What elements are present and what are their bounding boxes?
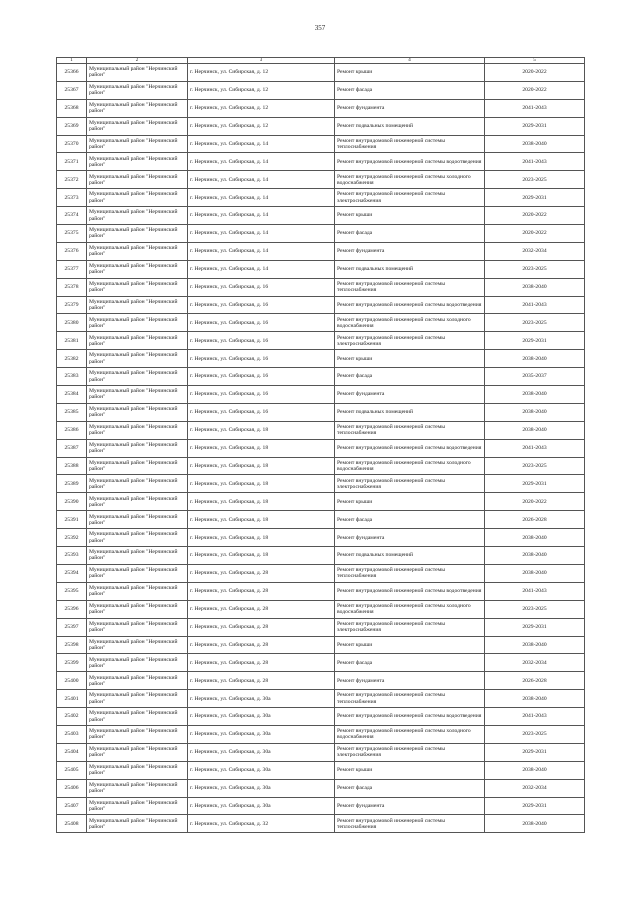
period-cell: 2023-2025: [485, 171, 585, 189]
work-type-cell: Ремонт крыши: [335, 761, 485, 779]
row-number-cell: 25386: [57, 421, 87, 439]
municipality-cell: Муниципальный район "Нерчинский район": [87, 403, 188, 421]
municipality-cell: Муниципальный район "Нерчинский район": [87, 171, 188, 189]
table-row: [57, 743, 585, 761]
table-row: [57, 81, 585, 99]
row-number-cell: 25381: [57, 332, 87, 350]
address-cell: г. Нерчинск, ул. Сибирская, д. 18: [188, 529, 335, 547]
table-row: [57, 296, 585, 314]
period-cell: 2020-2022: [485, 207, 585, 225]
work-type-cell: Ремонт внутридомовой инженерной системы электроснабжения: [335, 332, 485, 350]
row-number-cell: 25369: [57, 117, 87, 135]
period-cell: 2029-2031: [485, 117, 585, 135]
municipality-cell: Муниципальный район "Нерчинский район": [87, 153, 188, 171]
row-number-cell: 25377: [57, 260, 87, 278]
work-type-cell: Ремонт фасада: [335, 368, 485, 386]
period-cell: 2038-2040: [485, 761, 585, 779]
table-row: [57, 493, 585, 511]
row-number-cell: 25398: [57, 636, 87, 654]
row-number-cell: 25366: [57, 64, 87, 82]
period-cell: 2038-2040: [485, 815, 585, 833]
row-number-cell: 25370: [57, 135, 87, 153]
period-cell: 2029-2031: [485, 475, 585, 493]
period-cell: 2029-2031: [485, 797, 585, 815]
address-cell: г. Нерчинск, ул. Сибирская, д. 16: [188, 278, 335, 296]
address-cell: г. Нерчинск, ул. Сибирская, д. 14: [188, 242, 335, 260]
row-number-cell: 25372: [57, 171, 87, 189]
work-type-cell: Ремонт фундамента: [335, 99, 485, 117]
work-type-cell: Ремонт крыши: [335, 207, 485, 225]
row-number-cell: 25382: [57, 350, 87, 368]
address-cell: г. Нерчинск, ул. Сибирская, д. 16: [188, 296, 335, 314]
row-number-cell: 25384: [57, 386, 87, 404]
period-cell: 2032-2034: [485, 654, 585, 672]
municipality-cell: Муниципальный район "Нерчинский район": [87, 618, 188, 636]
work-type-cell: Ремонт внутридомовой инженерной системы холодного водоснабжения: [335, 600, 485, 618]
address-cell: г. Нерчинск, ул. Сибирская, д. 12: [188, 64, 335, 82]
table-row: [57, 636, 585, 654]
table-row: [57, 350, 585, 368]
row-number-cell: 25403: [57, 725, 87, 743]
municipality-cell: Муниципальный район "Нерчинский район": [87, 439, 188, 457]
work-type-cell: Ремонт крыши: [335, 636, 485, 654]
work-type-cell: Ремонт внутридомовой инженерной системы теплоснабжения: [335, 278, 485, 296]
period-cell: 2038-2040: [485, 135, 585, 153]
table-row: [57, 260, 585, 278]
column-header: 4: [335, 58, 485, 64]
row-number-cell: 25368: [57, 99, 87, 117]
column-header: 2: [87, 58, 188, 64]
table-row: [57, 797, 585, 815]
municipality-cell: Муниципальный район "Нерчинский район": [87, 690, 188, 708]
row-number-cell: 25379: [57, 296, 87, 314]
period-cell: 2041-2043: [485, 153, 585, 171]
table-row: [57, 421, 585, 439]
period-cell: 2023-2025: [485, 600, 585, 618]
table-row: [57, 171, 585, 189]
address-cell: г. Нерчинск, ул. Сибирская, д. 28: [188, 636, 335, 654]
column-header: 5: [485, 58, 585, 64]
row-number-cell: 25404: [57, 743, 87, 761]
municipality-cell: Муниципальный район "Нерчинский район": [87, 654, 188, 672]
table-row: [57, 278, 585, 296]
address-cell: г. Нерчинск, ул. Сибирская, д. 18: [188, 439, 335, 457]
address-cell: г. Нерчинск, ул. Сибирская, д. 18: [188, 475, 335, 493]
table-row: [57, 439, 585, 457]
work-type-cell: Ремонт внутридомовой инженерной системы электроснабжения: [335, 475, 485, 493]
period-cell: 2041-2043: [485, 99, 585, 117]
table-row: [57, 332, 585, 350]
period-cell: 2032-2034: [485, 779, 585, 797]
table-row: [57, 189, 585, 207]
table-row: [57, 672, 585, 690]
municipality-cell: Муниципальный район "Нерчинский район": [87, 457, 188, 475]
table-row: [57, 618, 585, 636]
municipality-cell: Муниципальный район "Нерчинский район": [87, 189, 188, 207]
work-type-cell: Ремонт внутридомовой инженерной системы холодного водоснабжения: [335, 725, 485, 743]
table-row: [57, 207, 585, 225]
address-cell: г. Нерчинск, ул. Сибирская, д. 30а: [188, 761, 335, 779]
period-cell: 2020-2022: [485, 64, 585, 82]
table-row: [57, 654, 585, 672]
municipality-cell: Муниципальный район "Нерчинский район": [87, 743, 188, 761]
municipality-cell: Муниципальный район "Нерчинский район": [87, 493, 188, 511]
address-cell: г. Нерчинск, ул. Сибирская, д. 16: [188, 350, 335, 368]
address-cell: г. Нерчинск, ул. Сибирская, д. 14: [188, 207, 335, 225]
row-number-cell: 25387: [57, 439, 87, 457]
table-row: [57, 725, 585, 743]
table-row: [57, 475, 585, 493]
table-row: [57, 582, 585, 600]
address-cell: г. Нерчинск, ул. Сибирская, д. 28: [188, 564, 335, 582]
work-type-cell: Ремонт фасада: [335, 511, 485, 529]
address-cell: г. Нерчинск, ул. Сибирская, д. 16: [188, 403, 335, 421]
row-number-cell: 25392: [57, 529, 87, 547]
address-cell: г. Нерчинск, ул. Сибирская, д. 16: [188, 368, 335, 386]
municipality-cell: Муниципальный район "Нерчинский район": [87, 475, 188, 493]
row-number-cell: 25380: [57, 314, 87, 332]
table-row: [57, 242, 585, 260]
municipality-cell: Муниципальный район "Нерчинский район": [87, 225, 188, 243]
table-row: [57, 511, 585, 529]
period-cell: 2038-2040: [485, 636, 585, 654]
work-type-cell: Ремонт фасада: [335, 654, 485, 672]
period-cell: 2038-2040: [485, 547, 585, 565]
address-cell: г. Нерчинск, ул. Сибирская, д. 28: [188, 618, 335, 636]
row-number-cell: 25406: [57, 779, 87, 797]
row-number-cell: 25375: [57, 225, 87, 243]
period-cell: 2026-2028: [485, 672, 585, 690]
municipality-cell: Муниципальный район "Нерчинский район": [87, 725, 188, 743]
page-number: 357: [314, 24, 326, 32]
period-cell: 2041-2043: [485, 582, 585, 600]
address-cell: г. Нерчинск, ул. Сибирская, д. 28: [188, 600, 335, 618]
row-number-cell: 25391: [57, 511, 87, 529]
row-number-cell: 25388: [57, 457, 87, 475]
work-type-cell: Ремонт внутридомовой инженерной системы теплоснабжения: [335, 135, 485, 153]
table-row: [57, 564, 585, 582]
work-type-cell: Ремонт внутридомовой инженерной системы холодного водоснабжения: [335, 314, 485, 332]
municipality-cell: Муниципальный район "Нерчинский район": [87, 815, 188, 833]
table-row: [57, 457, 585, 475]
table-body: [57, 64, 585, 833]
work-type-cell: Ремонт фундамента: [335, 672, 485, 690]
municipality-cell: Муниципальный район "Нерчинский район": [87, 81, 188, 99]
address-cell: г. Нерчинск, ул. Сибирская, д. 14: [188, 189, 335, 207]
municipality-cell: Муниципальный район "Нерчинский район": [87, 368, 188, 386]
address-cell: г. Нерчинск, ул. Сибирская, д. 30а: [188, 779, 335, 797]
work-type-cell: Ремонт фундамента: [335, 386, 485, 404]
work-type-cell: Ремонт внутридомовой инженерной системы водоотведения: [335, 582, 485, 600]
row-number-cell: 25376: [57, 242, 87, 260]
address-cell: г. Нерчинск, ул. Сибирская, д. 32: [188, 815, 335, 833]
table-row: [57, 368, 585, 386]
period-cell: 2023-2025: [485, 457, 585, 475]
column-header: 1: [57, 58, 87, 64]
work-type-cell: Ремонт фасада: [335, 81, 485, 99]
period-cell: 2029-2031: [485, 332, 585, 350]
municipality-cell: Муниципальный район "Нерчинский район": [87, 797, 188, 815]
municipality-cell: Муниципальный район "Нерчинский район": [87, 511, 188, 529]
address-cell: г. Нерчинск, ул. Сибирская, д. 28: [188, 654, 335, 672]
municipality-cell: Муниципальный район "Нерчинский район": [87, 672, 188, 690]
municipality-cell: Муниципальный район "Нерчинский район": [87, 332, 188, 350]
period-cell: 2029-2031: [485, 618, 585, 636]
municipality-cell: Муниципальный район "Нерчинский район": [87, 564, 188, 582]
work-type-cell: Ремонт внутридомовой инженерной системы водоотведения: [335, 296, 485, 314]
period-cell: 2020-2022: [485, 81, 585, 99]
row-number-cell: 25397: [57, 618, 87, 636]
period-cell: 2026-2028: [485, 511, 585, 529]
work-type-cell: Ремонт внутридомовой инженерной системы электроснабжения: [335, 618, 485, 636]
period-cell: 2032-2034: [485, 242, 585, 260]
municipality-cell: Муниципальный район "Нерчинский район": [87, 117, 188, 135]
table-row: [57, 153, 585, 171]
table-row: [57, 815, 585, 833]
row-number-cell: 25374: [57, 207, 87, 225]
period-cell: 2038-2040: [485, 421, 585, 439]
table-row: [57, 690, 585, 708]
work-type-cell: Ремонт подвальных помещений: [335, 117, 485, 135]
row-number-cell: 25394: [57, 564, 87, 582]
period-cell: 2041-2043: [485, 439, 585, 457]
municipality-cell: Муниципальный район "Нерчинский район": [87, 207, 188, 225]
period-cell: 2035-2037: [485, 368, 585, 386]
municipality-cell: Муниципальный район "Нерчинский район": [87, 260, 188, 278]
period-cell: 2038-2040: [485, 278, 585, 296]
work-type-cell: Ремонт внутридомовой инженерной системы электроснабжения: [335, 189, 485, 207]
work-type-cell: Ремонт крыши: [335, 64, 485, 82]
address-cell: г. Нерчинск, ул. Сибирская, д. 30а: [188, 708, 335, 726]
municipality-cell: Муниципальный район "Нерчинский район": [87, 761, 188, 779]
work-type-cell: Ремонт подвальных помещений: [335, 547, 485, 565]
row-number-cell: 25407: [57, 797, 87, 815]
municipality-cell: Муниципальный район "Нерчинский район": [87, 386, 188, 404]
address-cell: г. Нерчинск, ул. Сибирская, д. 14: [188, 225, 335, 243]
row-number-cell: 25389: [57, 475, 87, 493]
municipality-cell: Муниципальный район "Нерчинский район": [87, 421, 188, 439]
address-cell: г. Нерчинск, ул. Сибирская, д. 30а: [188, 690, 335, 708]
address-cell: г. Нерчинск, ул. Сибирская, д. 28: [188, 672, 335, 690]
work-type-cell: Ремонт крыши: [335, 350, 485, 368]
address-cell: г. Нерчинск, ул. Сибирская, д. 12: [188, 81, 335, 99]
period-cell: 2041-2043: [485, 708, 585, 726]
work-type-cell: Ремонт внутридомовой инженерной системы водоотведения: [335, 153, 485, 171]
work-type-cell: Ремонт подвальных помещений: [335, 403, 485, 421]
municipality-cell: Муниципальный район "Нерчинский район": [87, 135, 188, 153]
row-number-cell: 25401: [57, 690, 87, 708]
column-header: 3: [188, 58, 335, 64]
municipality-cell: Муниципальный район "Нерчинский район": [87, 600, 188, 618]
municipality-cell: Муниципальный район "Нерчинский район": [87, 350, 188, 368]
address-cell: г. Нерчинск, ул. Сибирская, д. 18: [188, 493, 335, 511]
table-row: [57, 225, 585, 243]
address-cell: г. Нерчинск, ул. Сибирская, д. 30а: [188, 797, 335, 815]
work-type-cell: Ремонт внутридомовой инженерной системы водоотведения: [335, 439, 485, 457]
row-number-cell: 25367: [57, 81, 87, 99]
table-row: [57, 529, 585, 547]
table-row: [57, 99, 585, 117]
work-type-cell: Ремонт фасада: [335, 225, 485, 243]
work-type-cell: Ремонт внутридомовой инженерной системы теплоснабжения: [335, 815, 485, 833]
work-type-cell: Ремонт внутридомовой инженерной системы теплоснабжения: [335, 421, 485, 439]
work-type-cell: Ремонт внутридомовой инженерной системы теплоснабжения: [335, 564, 485, 582]
work-type-cell: Ремонт внутридомовой инженерной системы холодного водоснабжения: [335, 457, 485, 475]
municipality-cell: Муниципальный район "Нерчинский район": [87, 278, 188, 296]
table-row: [57, 117, 585, 135]
municipality-cell: Муниципальный район "Нерчинский район": [87, 314, 188, 332]
address-cell: г. Нерчинск, ул. Сибирская, д. 14: [188, 260, 335, 278]
table-row: [57, 547, 585, 565]
period-cell: 2041-2043: [485, 296, 585, 314]
work-type-cell: Ремонт фундамента: [335, 797, 485, 815]
address-cell: г. Нерчинск, ул. Сибирская, д. 14: [188, 171, 335, 189]
address-cell: г. Нерчинск, ул. Сибирская, д. 28: [188, 582, 335, 600]
period-cell: 2023-2025: [485, 314, 585, 332]
address-cell: г. Нерчинск, ул. Сибирская, д. 18: [188, 457, 335, 475]
row-number-cell: 25405: [57, 761, 87, 779]
work-type-cell: Ремонт фундамента: [335, 529, 485, 547]
address-cell: г. Нерчинск, ул. Сибирская, д. 30а: [188, 725, 335, 743]
work-type-cell: Ремонт внутридомовой инженерной системы водоотведения: [335, 708, 485, 726]
table-row: [57, 600, 585, 618]
table-row: [57, 135, 585, 153]
table-row: [57, 386, 585, 404]
work-type-cell: Ремонт фундамента: [335, 242, 485, 260]
repair-schedule-table: [56, 57, 585, 833]
period-cell: 2038-2040: [485, 690, 585, 708]
period-cell: 2038-2040: [485, 403, 585, 421]
work-type-cell: Ремонт крыши: [335, 493, 485, 511]
row-number-cell: 25383: [57, 368, 87, 386]
municipality-cell: Муниципальный район "Нерчинский район": [87, 582, 188, 600]
period-cell: 2023-2025: [485, 725, 585, 743]
row-number-cell: 25396: [57, 600, 87, 618]
municipality-cell: Муниципальный район "Нерчинский район": [87, 99, 188, 117]
address-cell: г. Нерчинск, ул. Сибирская, д. 16: [188, 386, 335, 404]
row-number-cell: 25385: [57, 403, 87, 421]
row-number-cell: 25371: [57, 153, 87, 171]
table-row: [57, 761, 585, 779]
period-cell: 2038-2040: [485, 386, 585, 404]
row-number-cell: 25390: [57, 493, 87, 511]
municipality-cell: Муниципальный район "Нерчинский район": [87, 296, 188, 314]
period-cell: 2023-2025: [485, 260, 585, 278]
municipality-cell: Муниципальный район "Нерчинский район": [87, 64, 188, 82]
table-row: [57, 779, 585, 797]
address-cell: г. Нерчинск, ул. Сибирская, д. 16: [188, 332, 335, 350]
work-type-cell: Ремонт внутридомовой инженерной системы теплоснабжения: [335, 690, 485, 708]
row-number-cell: 25393: [57, 547, 87, 565]
work-type-cell: Ремонт внутридомовой инженерной системы электроснабжения: [335, 743, 485, 761]
address-cell: г. Нерчинск, ул. Сибирская, д. 14: [188, 153, 335, 171]
municipality-cell: Муниципальный район "Нерчинский район": [87, 636, 188, 654]
row-number-cell: 25402: [57, 708, 87, 726]
address-cell: г. Нерчинск, ул. Сибирская, д. 14: [188, 135, 335, 153]
address-cell: г. Нерчинск, ул. Сибирская, д. 12: [188, 117, 335, 135]
municipality-cell: Муниципальный район "Нерчинский район": [87, 242, 188, 260]
table-row: [57, 403, 585, 421]
municipality-cell: Муниципальный район "Нерчинский район": [87, 708, 188, 726]
table-row: [57, 708, 585, 726]
row-number-cell: 25373: [57, 189, 87, 207]
work-type-cell: Ремонт внутридомовой инженерной системы холодного водоснабжения: [335, 171, 485, 189]
period-cell: 2038-2040: [485, 564, 585, 582]
address-cell: г. Нерчинск, ул. Сибирская, д. 16: [188, 314, 335, 332]
period-cell: 2029-2031: [485, 743, 585, 761]
row-number-cell: 25378: [57, 278, 87, 296]
address-cell: г. Нерчинск, ул. Сибирская, д. 12: [188, 99, 335, 117]
work-type-cell: Ремонт фасада: [335, 779, 485, 797]
address-cell: г. Нерчинск, ул. Сибирская, д. 30а: [188, 743, 335, 761]
address-cell: г. Нерчинск, ул. Сибирская, д. 18: [188, 421, 335, 439]
municipality-cell: Муниципальный район "Нерчинский район": [87, 529, 188, 547]
municipality-cell: Муниципальный район "Нерчинский район": [87, 779, 188, 797]
table-row: [57, 314, 585, 332]
row-number-cell: 25400: [57, 672, 87, 690]
table-row: [57, 64, 585, 82]
period-cell: 2038-2040: [485, 350, 585, 368]
municipality-cell: Муниципальный район "Нерчинский район": [87, 547, 188, 565]
row-number-cell: 25399: [57, 654, 87, 672]
period-cell: 2020-2022: [485, 493, 585, 511]
period-cell: 2038-2040: [485, 529, 585, 547]
period-cell: 2020-2022: [485, 225, 585, 243]
address-cell: г. Нерчинск, ул. Сибирская, д. 18: [188, 511, 335, 529]
row-number-cell: 25408: [57, 815, 87, 833]
work-type-cell: Ремонт подвальных помещений: [335, 260, 485, 278]
address-cell: г. Нерчинск, ул. Сибирская, д. 18: [188, 547, 335, 565]
period-cell: 2029-2031: [485, 189, 585, 207]
row-number-cell: 25395: [57, 582, 87, 600]
